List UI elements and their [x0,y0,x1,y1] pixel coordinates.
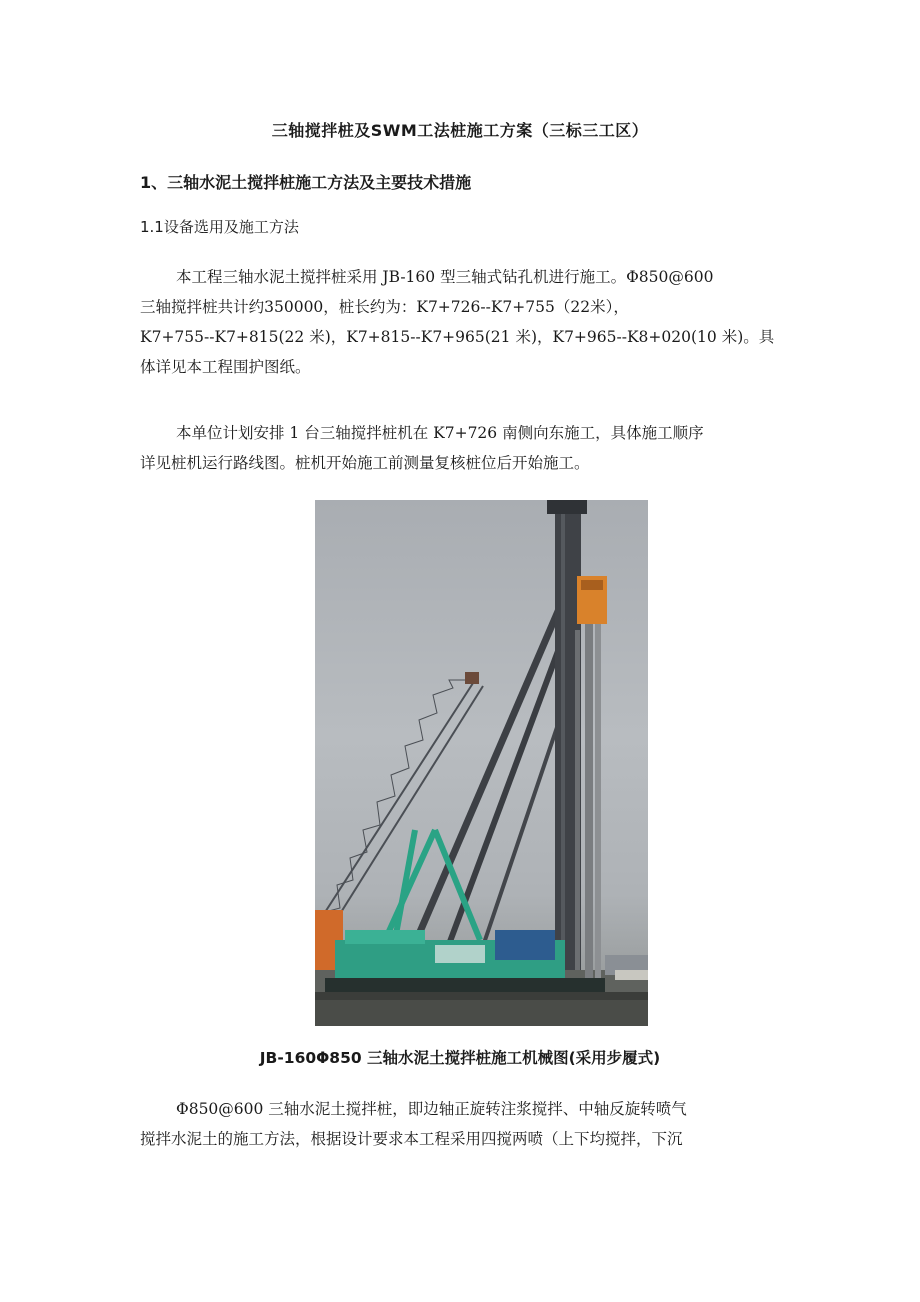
section-heading-1: 1、三轴水泥土搅拌桩施工方法及主要技术措施 [140,173,472,192]
paragraph-line: 搅拌水泥土的施工方法，根据设计要求本工程采用四搅两喷（上下均搅拌，下沉 [140,1130,683,1148]
paragraph-line: Φ850@600 三轴水泥土搅拌桩，即边轴正旋转注浆搅拌、中轴反旋转喷气 [176,1100,687,1118]
paragraph-line: 体详见本工程围护图纸。 [140,358,311,376]
paragraph-line: 本单位计划安排 1 台三轴搅拌桩机在 K7+726 南侧向东施工，具体施工顺序 [176,424,704,442]
paragraph-word: 米 [590,298,606,316]
paragraph-line [140,292,783,322]
paragraph-word: 长 [354,298,370,316]
paragraph-line: 详见桩机运行路线图。桩机开始施工前测量复核桩位后开始施工。 [140,454,590,472]
paragraph-word: 22 [570,298,591,316]
paragraph-word: 共 [217,298,234,316]
paragraph-line: 本工程三轴水泥土搅拌桩采用 JB-160 型三轴式钻孔机进行施工。Φ850@600 [176,268,714,286]
paragraph-word: 约 [369,298,386,316]
paragraph-word: 桩 [338,298,355,316]
paragraph-word: 轴 [155,298,172,316]
paragraph-word: 拌 [186,298,203,316]
section-heading-1-1: 1.1设备选用及施工方法 [140,218,299,236]
paragraph-word: 350000， [264,298,339,316]
document-title: 三轴搅拌桩及SWM工法桩施工方案（三标三工区） [271,121,649,140]
paragraph-word: 约 [248,298,265,316]
figure-caption: JB-160Φ850 三轴水泥土搅拌桩施工机械图(采用步履式) [259,1049,661,1067]
paragraph-word: 桩 [202,298,218,316]
paragraph-word: 三 [140,298,156,316]
paragraph-equipment [140,262,783,382]
paragraph-plan [140,418,783,478]
paragraph-word: 搅 [171,298,187,316]
paragraph-word: 为： [385,298,417,316]
paragraph-line: K7+755--K7+815(22 米)，K7+815--K7+965(21 米)，K7+965--K8+020(10 米)。具 [140,328,775,346]
pile-rig-photo [315,500,648,1026]
paragraph-word: K7+726--K7+755 [416,298,555,316]
paragraph-word: ）， [605,298,629,316]
pile-rig-illustration [315,500,648,1026]
paragraph-method [140,1094,783,1154]
paragraph-word: 计 [233,298,249,316]
paragraph-word: （ [554,298,571,316]
